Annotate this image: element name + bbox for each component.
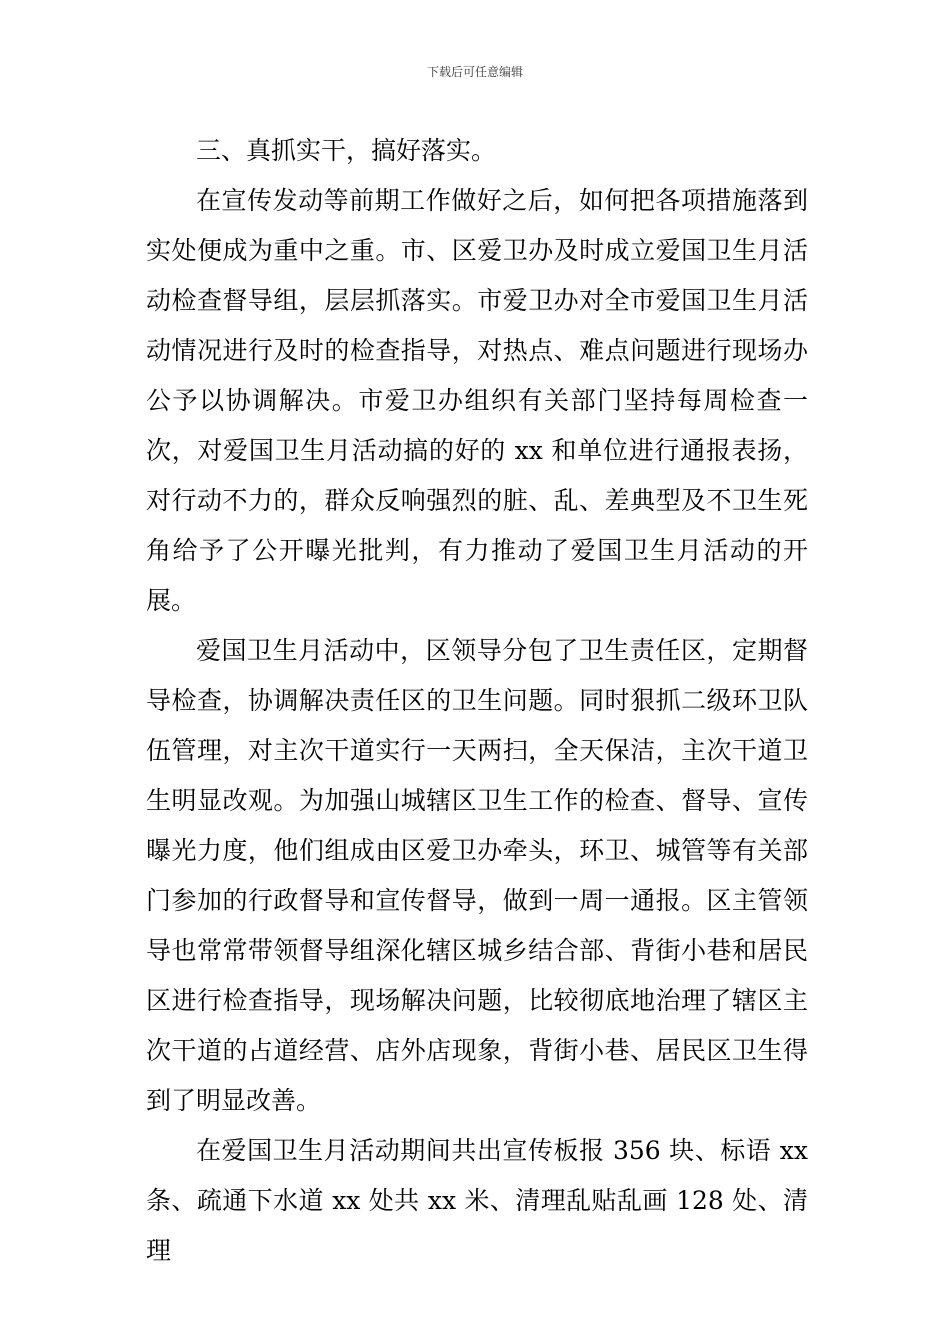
paragraph: 爱国卫生月活动中，区领导分包了卫生责任区，定期督导检查，协调解决责任区的卫生问题。同时狠抓二级环卫队伍管理，对主次干道实行一天两扫，全天保洁，主次干道卫生明显改观。为加强山城辖区卫生工作的检查、督导、宣传曝光力度，他们组成由区爱卫办牵头，环卫、城管等有关部门参加的行政督导和宣传督导，做到一周一通报。区主管领导也常常带领督导组深化辖区城乡结合部、背街小巷和居民区进行检查指导，现场解决问题，比较彻底地治理了辖区主次干道的占道经营、店外店现象，背街小巷、居民区卫生得到了明显改善。: [146, 636, 808, 1115]
section-heading: 三、真抓实干，搞好落实。: [196, 136, 497, 165]
document-body: [146, 126, 808, 1276]
page-header: 下载后可任意编辑: [426, 65, 523, 79]
paragraph: 在宣传发动等前期工作做好之后，如何把各项措施落到实处便成为重中之重。市、区爱卫办及时成立爱国卫生月活动检查督导组，层层抓落实。市爱卫办对全市爱国卫生月活动情况进行及时的检查指导，对热点、难点问题进行现场办公予以协调解决。市爱卫办组织有关部门坚持每周检查一次，对爱国卫生月活动搞的好的 xx 和单位进行通报表扬，对行动不力的，群众反响强烈的脏、乱、差典型及不卫生死角给予了公开曝光批判，有力推动了爱国卫生月活动的开展。: [146, 186, 808, 615]
paragraph: 在爱国卫生月活动期间共出宣传板报 356 块、标语 xx 条、疏通下水道 xx 处共 xx 米、清理乱贴乱画 128 处、清理: [146, 1136, 808, 1265]
